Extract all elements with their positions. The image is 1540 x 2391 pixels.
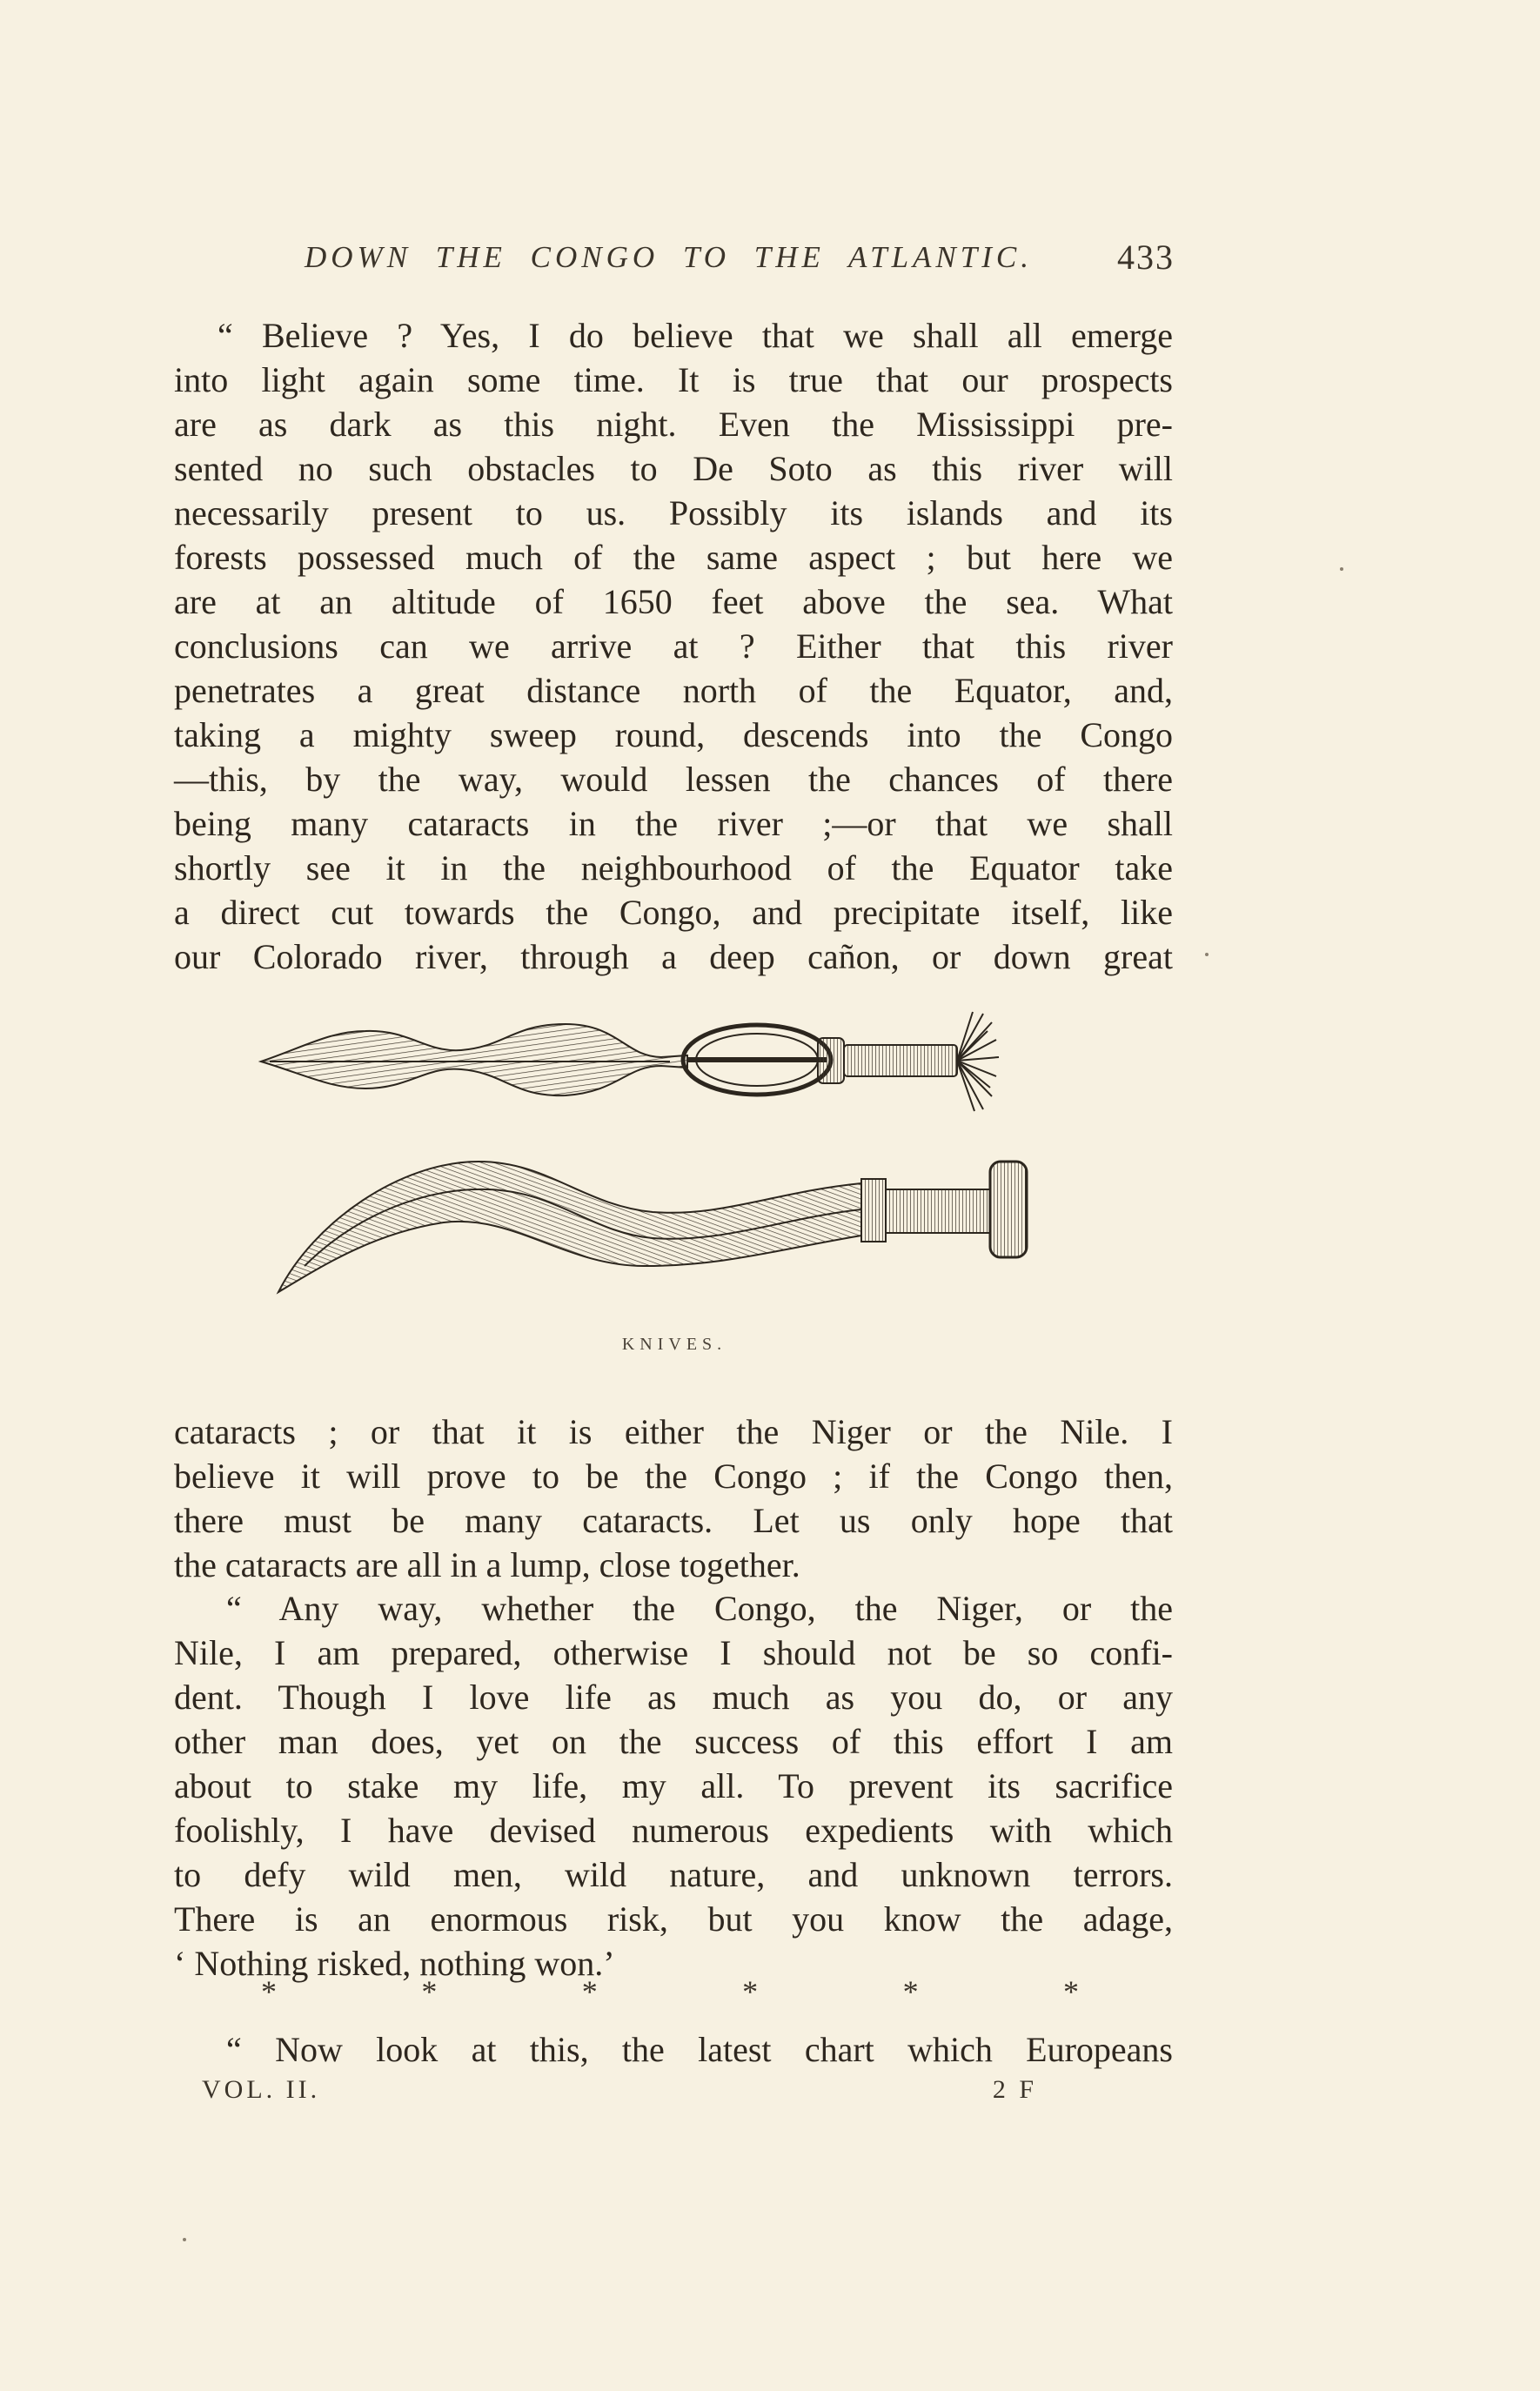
asterism: * [902, 1974, 919, 2009]
text-line: are as dark as this night. Even the Mississippi pre- [174, 405, 1173, 444]
text-line: sented no such obstacles to De Soto as this river will [174, 449, 1173, 488]
text-line: —this, by the way, would lessen the chances of there [174, 760, 1173, 799]
paragraph-3 [174, 1586, 1173, 1986]
signature-mark: 2 F [992, 2075, 1037, 2104]
text-line: cataracts ; or that it is either the Niger or the Nile. I [174, 1412, 1173, 1451]
asterism: * [421, 1974, 438, 2009]
text-line: necessarily present to us. Possibly its islands and its [174, 493, 1173, 532]
text-line: penetrates a great distance north of the Equator, and, [174, 671, 1173, 710]
asterism: * [742, 1974, 759, 2009]
text-line: There is an enormous risk, but you know the adage, [174, 1899, 1173, 1939]
running-head [174, 240, 1175, 284]
text-line: shortly see it in the neighbourhood of the Equator take [174, 848, 1173, 887]
text-line: conclusions can we arrive at ? Either that this river [174, 626, 1173, 666]
text-line: to defy wild men, wild nature, and unknown terrors. [174, 1855, 1173, 1894]
text-line: forests possessed much of the same aspect ; but here we [174, 538, 1173, 577]
margin-speck [183, 2238, 186, 2241]
text-line: taking a mighty sweep round, descends into the Congo [174, 715, 1173, 754]
text-line: dent. Though I love life as much as you do, or any [174, 1678, 1173, 1717]
asterism: * [1062, 1974, 1079, 2009]
text-line: being many cataracts in the river ;—or that we shall [174, 804, 1173, 843]
straight-knife [261, 1012, 999, 1111]
text-line: about to stake my life, my all. To prevent its sacrifice [174, 1766, 1173, 1805]
asterism: * [261, 1974, 277, 2009]
text-line: “ Believe ? Yes, I do believe that we shall all emerge [218, 316, 1173, 355]
text-line: our Colorado river, through a deep cañon, or down great [174, 937, 1173, 976]
figure-caption: KNIVES. [621, 1335, 727, 1354]
paragraph-4 [174, 2027, 1173, 2072]
text-line: the cataracts are all in a lump, close together. [174, 1545, 800, 1584]
text-line: other man does, yet on the success of this effort I am [174, 1722, 1173, 1761]
volume-mark: VOL. II. [202, 2075, 321, 2104]
section-break-asterisms [261, 1973, 1079, 2017]
margin-speck [1340, 567, 1343, 571]
text-line: ‘ Nothing risked, nothing won.’ [174, 1944, 615, 1983]
text-line: “ Now look at this, the latest chart which Europeans [226, 2030, 1173, 2069]
margin-speck [1205, 953, 1209, 956]
text-line: Nile, I am prepared, otherwise I should not be so confi- [174, 1633, 1173, 1672]
text-line: there must be many cataracts. Let us only hope that [174, 1501, 1173, 1540]
running-head-title: DOWN THE CONGO TO THE ATLANTIC. [305, 240, 1033, 274]
page-footer [202, 2075, 1037, 2119]
knives-illustration [252, 1005, 1114, 1370]
text-line: believe it will prove to be the Congo ; if the Congo then, [174, 1457, 1173, 1496]
paragraph-1 [174, 313, 1173, 979]
curved-knife [278, 1162, 1027, 1292]
text-line: are at an altitude of 1650 feet above the sea. What [174, 582, 1173, 621]
text-line: into light again some time. It is true that our prospects [174, 360, 1173, 399]
asterism: * [581, 1974, 598, 2009]
text-line: “ Any way, whether the Congo, the Niger, or the [226, 1589, 1173, 1628]
page-number: 433 [1117, 238, 1175, 277]
paragraph-2 [174, 1410, 1173, 1587]
text-line: foolishly, I have devised numerous expedients with which [174, 1811, 1173, 1850]
text-line: a direct cut towards the Congo, and precipitate itself, like [174, 893, 1173, 932]
